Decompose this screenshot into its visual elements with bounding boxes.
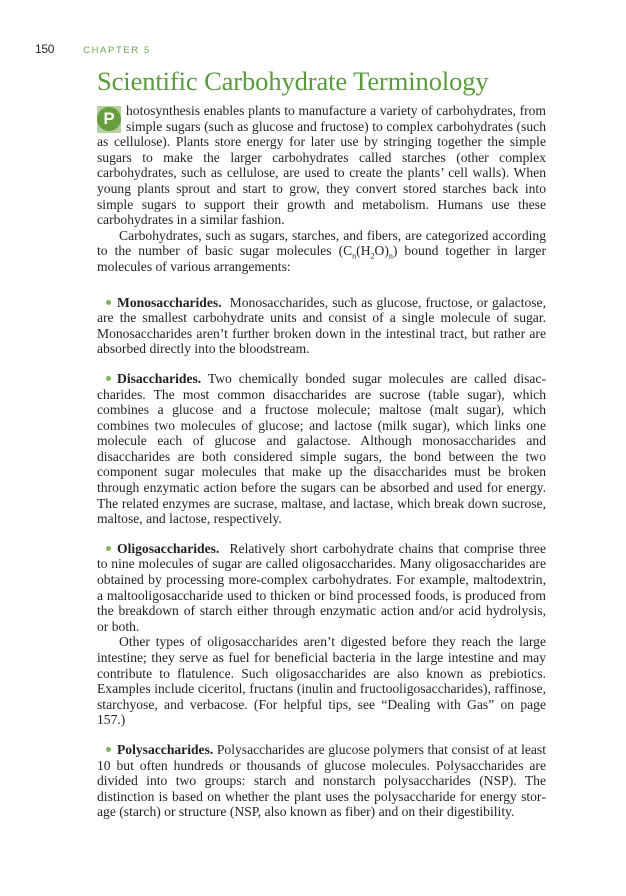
- term-text: Monosaccharides, such as glucose, fructose, or galactose, are the smallest carbohydrate units and consist of a single molecule of sugar. Monosaccharides aren’t further broken down in the intestinal tract, but rather are absorbed directly into the bloodstream.: [97, 294, 546, 357]
- bullet-icon: [106, 376, 111, 381]
- subscript: n: [352, 252, 357, 262]
- term-name: Polysaccharides.: [117, 741, 214, 757]
- term-text: Two chemically bonded sugar molecules are called disaccharides. The most common disaccharides are sucrose (table sugar), which combines a glucose and a fructose molecule; maltose (malt sugar), which combines two molecules of glucose; and lactose (milk sugar), which links one molecule each of glucose and galactose. Although monosaccharides and disaccharides are both considered simple sugars, the bond between the two component sugar molecules that make up the disaccharides must be broken through enzymatic action before the sugars can be absorbed and used for energy. The related enzymes are sucrase, maltase, and lactase, which break down sucrose, maltose, and lactose, respectively.: [97, 370, 546, 527]
- section-content: [97, 65, 546, 820]
- intro-text: hotosynthesis enables plants to manufacture a variety of carbohydrates, from simple sugars (such as glucose and fructose) to complex carbohydrates (such as cellulose). Plants store energy for later use by stringing together the simple sugars to make the larger carbohydrates called starches (other complex carbohydrates, such as cellulose, are used to create the plants’ cell walls). When young plants sprout and start to grow, they convert stored starches back into simple sugars to support their growth and metabolism. Humans use these carbohydrates in a similar fashion.: [97, 103, 546, 228]
- term-text: Polysaccharides are glucose polymers that consist of at least 10 but often hundreds or thousands of glucose molecules. Polysaccharides are divided into two groups: starch and nonstarch polysaccharides (NSP). The distinction is based on whether the plant uses the polysaccharide for energy storage (starch) or structure (NSP, also known as fiber) and on their digestibility.: [97, 741, 546, 820]
- section-title: Scientific Carbohydrate Terminology: [97, 66, 489, 96]
- term-monosaccharides: [97, 295, 546, 357]
- dropcap-letter: P: [97, 107, 121, 131]
- term-polysaccharides: [97, 742, 546, 820]
- bullet-icon: [106, 300, 111, 305]
- paragraph-text: O): [374, 243, 389, 259]
- bullet-icon: [106, 747, 111, 752]
- term-disaccharides: [97, 371, 546, 527]
- paragraph-text: Carbohydrates, such as sugars, starches, and fibers, are categorized according to the number of basic sugar molecules (C: [97, 227, 546, 259]
- paragraph-text: ) bound together in larger molecules of various arrangements:: [97, 243, 546, 274]
- term-name: Disaccharides.: [117, 370, 202, 386]
- intro-paragraph: [97, 103, 546, 228]
- dropcap: [97, 106, 121, 133]
- term-name: Oligosaccharides.: [117, 540, 220, 556]
- page-number: 150: [35, 42, 55, 56]
- subscript: 2: [370, 252, 375, 262]
- bullet-icon: [106, 546, 111, 551]
- subscript: n: [388, 252, 393, 262]
- term-text: Relatively short carbohydrate chains that comprise three to nine molecules of sugar are called oligosaccharides. Many oligosaccharides are obtained by processing more-complex carbohydrates. For example, maltodextrin, a maltooligosaccharide used to thicken or bind processed foods, is produced from the breakdown of starch either through enzymatic action and/or acid hydrolysis, or both.: [97, 540, 546, 634]
- term-oligosaccharides: [97, 541, 546, 635]
- paragraph-text: (H: [356, 243, 371, 259]
- chapter-label: CHAPTER 5: [83, 45, 151, 56]
- term-name: Monosaccharides.: [117, 294, 222, 310]
- running-head: [35, 42, 151, 58]
- oligosaccharides-continuation: Other types of oligosaccharides aren’t digested before they reach the large intestine; they serve as fuel for beneficial bacteria in the large intestine and may contribute to flatulence. Such oligosaccharides are also known as prebiotics. Examples include ciceritol, fructans (inulin and fructooligosaccharides), raffinose, starchyose, and verbacose. (For helpful tips, see “Dealing with Gas” on page 157.): [97, 634, 546, 728]
- categorize-paragraph: [97, 228, 546, 275]
